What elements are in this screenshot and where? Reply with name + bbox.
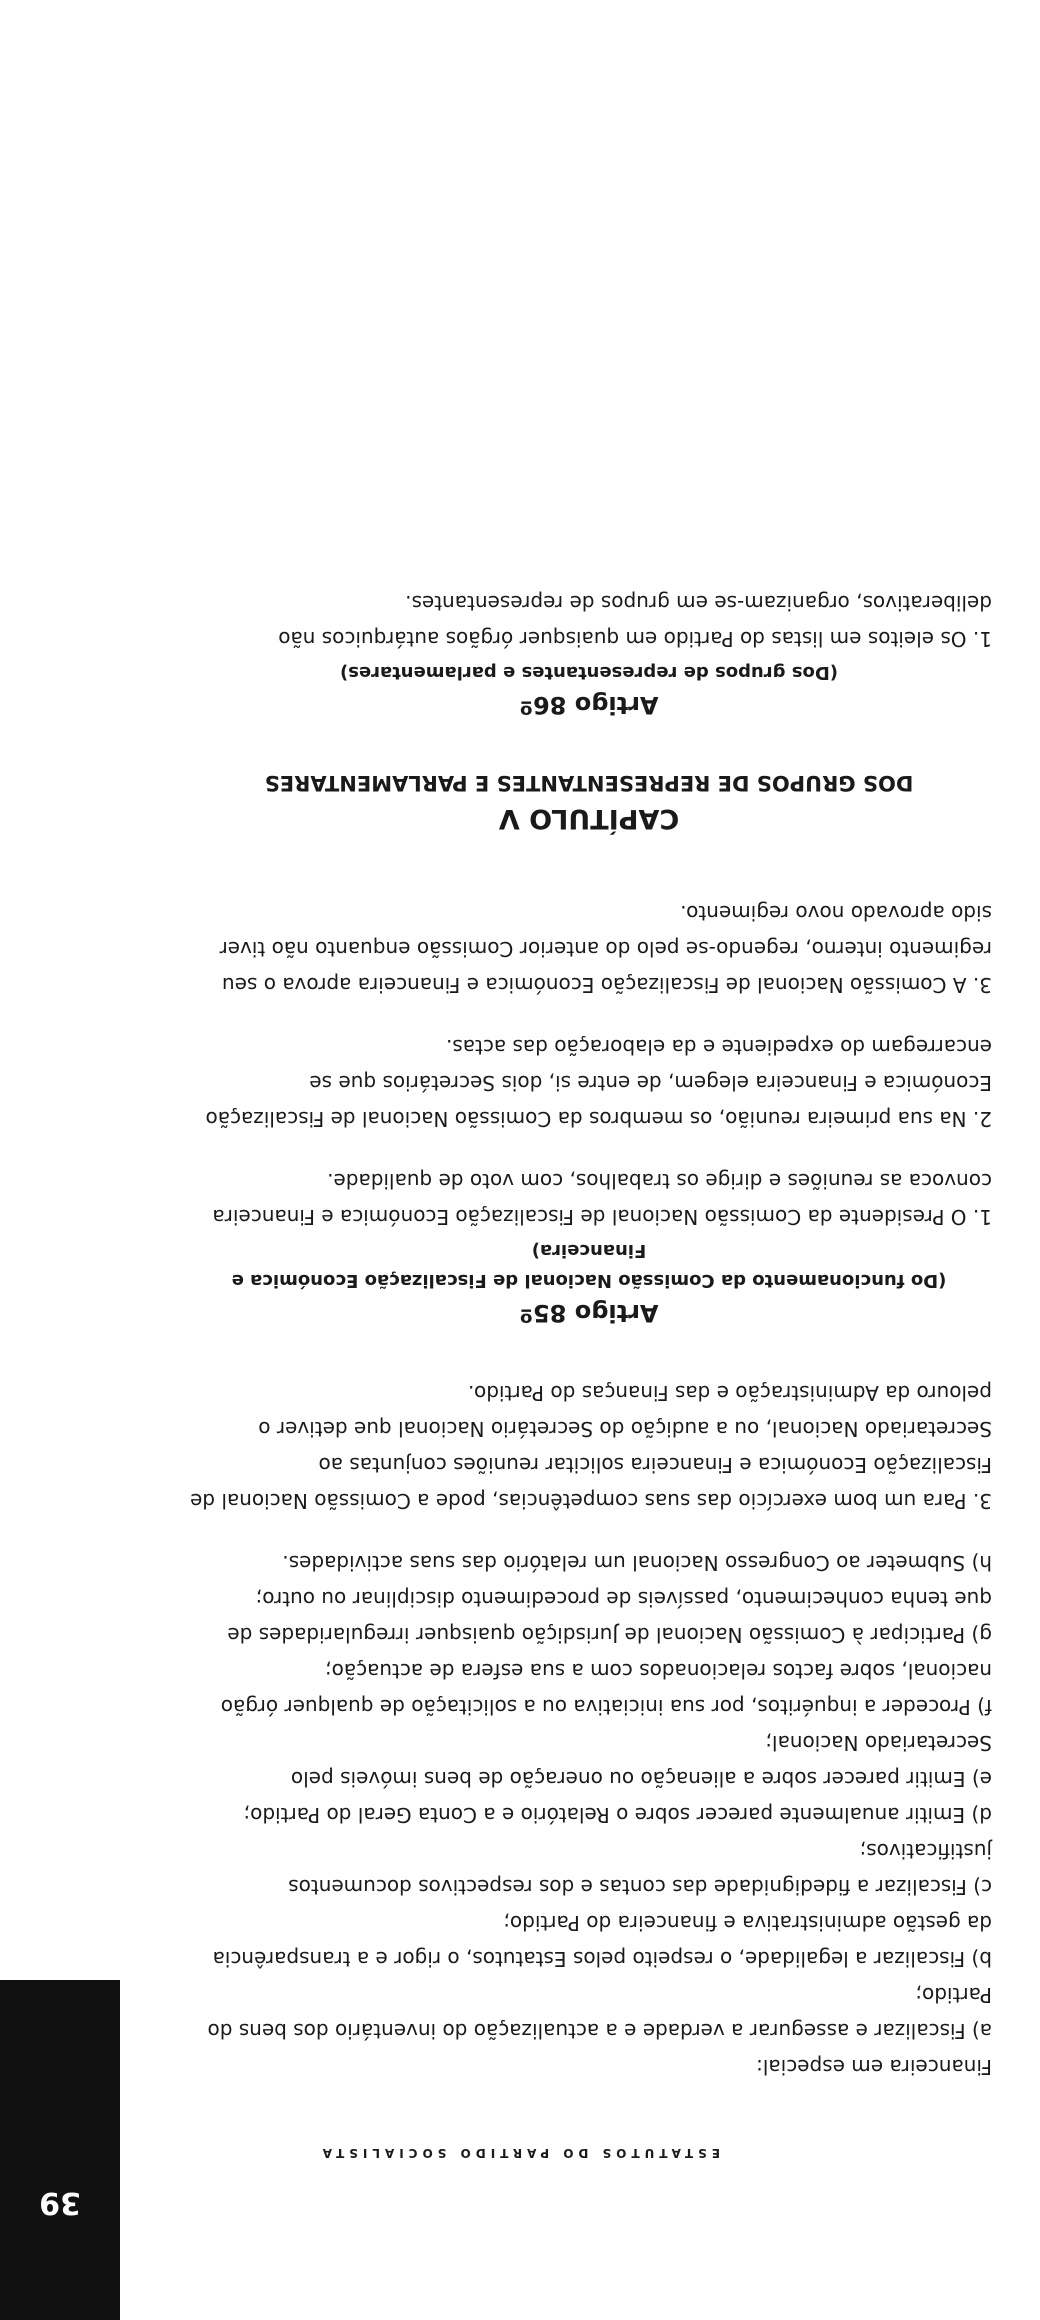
chapter-subtitle: DOS GRUPOS DE REPRESENTANTES E PARLAMENTARES — [264, 771, 914, 795]
paragraph: 1. Os eleitos em listas do Partido em quaisquer órgãos autárquicos não deliberativos, organizam-se em grupos de representantes. — [278, 591, 992, 651]
list-item: g) Participar à Comissão Nacional de Jurisdição quaisquer irregularidades de que tenha conhecimento, passíveis de procedimento disciplinar ou outro; — [227, 1587, 992, 1647]
page-number-tab — [0, 1980, 120, 2320]
list-item: f) Proceder a inquéritos, por sua iniciativa ou a solicitação de qualquer órgão nacional, sobre factos relacionados com a sua esfera de actuação; — [220, 1659, 992, 1719]
list-item: d) Emitir anualmente parecer sobre o Relatório e a Conta Geral do Partido; — [243, 1803, 992, 1827]
paragraph: 3. Para um bom exercício das suas competências, pode a Comissão Nacional de Fiscalização Económica e Financeira solicitar reuniões conjuntas ao Secretariado Nacional, ou a audição do Secretário Nacional que detiver o pelouro da Administração e das Finanças do Partido. — [190, 1381, 992, 1513]
list-item: h) Submeter ao Congresso Nacional um relatório das suas actividades. — [282, 1551, 992, 1575]
article-85-subtitle: (Do funcionamento da Comissão Nacional de Fiscalização Económica e Financeira) — [231, 1240, 947, 1291]
paragraph: 1. O Presidente da Comissão Nacional de Fiscalização Económica e Financeira convoca as reuniões e dirige os trabalhos, com voto de qualidade. — [212, 1169, 992, 1229]
intro-fragment: Financeira em especial: — [756, 2055, 992, 2079]
page-number: 39 — [39, 2185, 81, 2220]
article-86-title: Artigo 86º — [519, 691, 659, 719]
list-item: c) Fiscalizar a fidedignidade das contas e dos respectivos documentos justificativos; — [288, 1839, 992, 1899]
paragraph: 2. Na sua primeira reunião, os membros da Comissão Nacional de Fiscalização Económica e Financeira elegem, de entre si, dois Secretários que se encarregam do expediente e da elaboração das actas. — [205, 1035, 992, 1131]
body-text — [186, 585, 992, 2085]
chapter-title: CAPÍTULO V — [498, 803, 680, 834]
paragraph: 3. A Comissão Nacional de Fiscalização Económica e Financeira aprova o seu regimento interno, regendo-se pelo do anterior Comissão enquanto não tiver sido aprovado novo regimento. — [219, 901, 992, 997]
list-item: a) Fiscalizar e assegurar a verdade e a actualização do inventário dos bens do Partido; — [207, 1983, 992, 2043]
article-85-title: Artigo 85º — [519, 1299, 659, 1327]
list-item: b) Fiscalizar a legalidade, o respeito pelos Estatutos, o rigor e a transparência da gestão administrativa e financeira do Partido; — [212, 1911, 992, 1971]
running-head: ESTATUTOS DO PARTIDO SOCIALISTA — [317, 2146, 720, 2160]
list-item: e) Emitir parecer sobre a alienação ou oneração de bens imóveis pelo Secretariado Nacional; — [290, 1731, 992, 1791]
article-86-subtitle: (Dos grupos de representantes e parlamentares) — [339, 662, 839, 683]
